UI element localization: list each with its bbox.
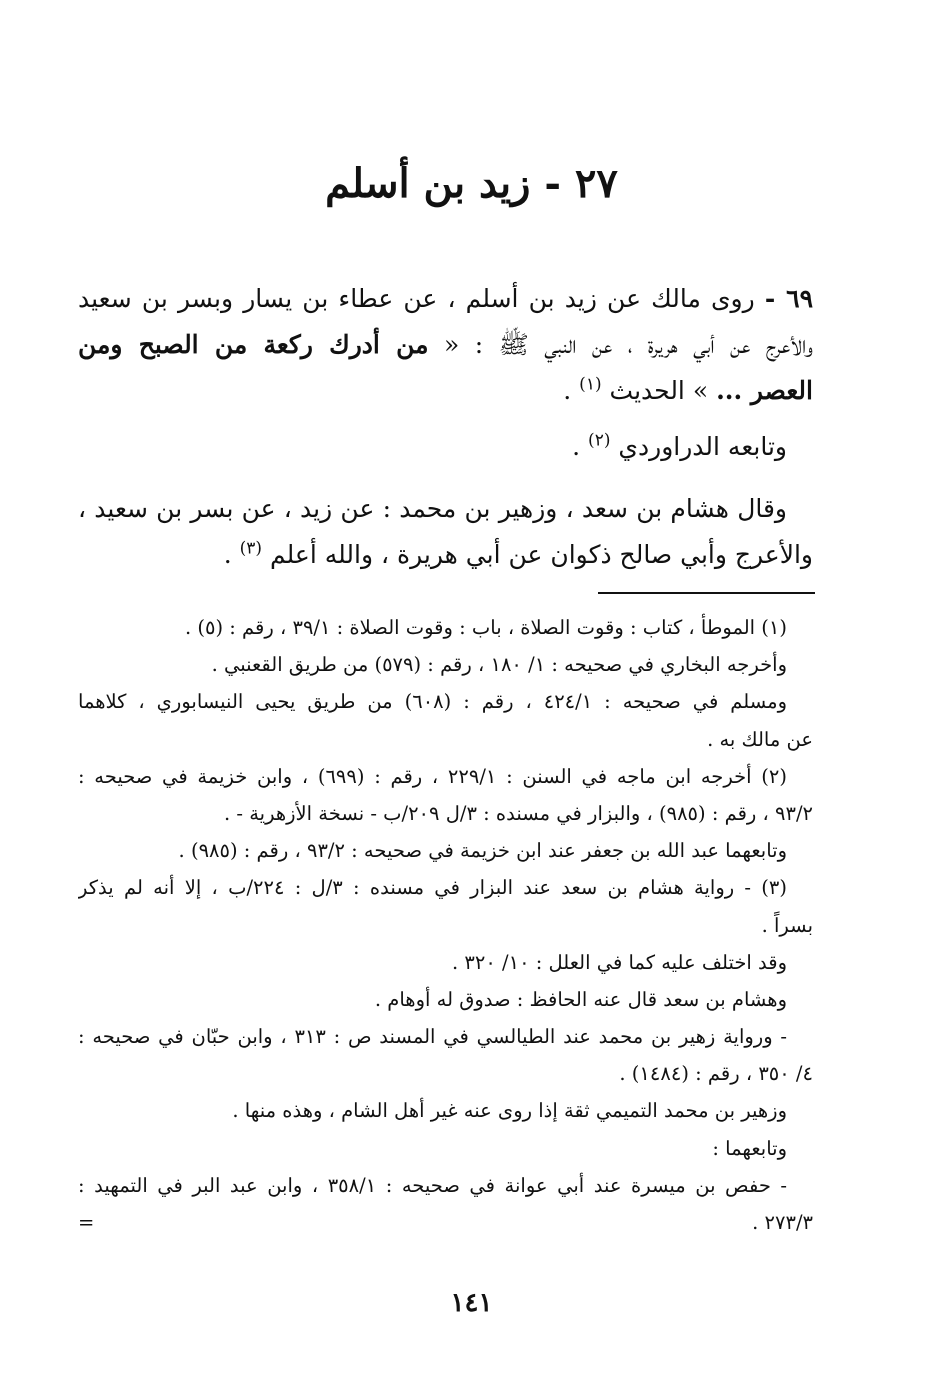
footnote-line: ومسلم في صحيحه : ٤٢٤/١ ، رقم : (٦٠٨) من طريق يحيى النيسابوري ، كلاهما [78,690,788,714]
page-number: ١٤١ [450,1288,493,1318]
footnote-line: (٢) أخرجه ابن ماجه في السنن : ٢٢٩/١ ، رقم : (٦٩٩) ، وابن خزيمة في صحيحه : [78,764,787,788]
para1-line1 [78,276,813,322]
footnote-line: وهشام بن سعد قال عنه الحافظ : صدوق له أوهام . [374,987,787,1011]
para2-end: . [572,432,581,461]
para3-line2 [78,532,813,578]
para3-line1: وقال هشام بن سعد ، وزهير بن محمد : عن زيد ، عن بسر بن سعيد ، [78,494,787,523]
footnote-line: وقد اختلف عليه كما في العلل : ١٠/ ٣٢٠ . [452,950,787,974]
footnote-line: (١) الموطأ ، كتاب : وقوت الصلاة ، باب : وقوت الصلاة : ٣٩/١ ، رقم : (٥) . [184,616,787,639]
footnote-ref-3: (٣) [239,538,263,559]
footnote-line-last [78,1204,813,1241]
para1-line2-plain: والأعرج عن أبي هريرة ، عن النبي ﷺ : « [443,330,813,359]
para2-line1 [78,424,813,470]
footnote-line: وتابعهما : [712,1136,787,1160]
para1-line3-end: . [563,376,572,405]
footnote-line: وأخرجه البخاري في صحيحه : ١/ ١٨٠ ، رقم : (٥٧٩) من طريق القعنبي . [211,653,787,677]
chapter-heading: ٢٧ - زيد بن أسلم [325,160,618,207]
footnote-line: - ورواية زهير بن محمد عند الطيالسي في المسند ص : ٣١٣ ، وابن حبّان في صحيحه : [78,1025,788,1049]
footnote-text: ٢٧٣/٣ . [752,1211,813,1234]
footnote-line: (٣) - رواية هشام بن سعد عند البزار في مسنده : ٣/ل : ٢٢٤/ب ، إلا أنه لم يذكر [78,876,787,900]
para3-line2-text: والأعرج وأبي صالح ذكوان عن أبي هريرة ، والله أعلم [270,540,813,569]
footnote-line: عن مالك به . [707,727,813,751]
footnote-separator [598,592,815,594]
footnote-line: ٩٣/٢ ، رقم : (٩٨٥) ، والبزار في مسنده : ٣/ل ٢٠٩/ب - نسخة الأزهرية - . [224,801,813,825]
footnote-line: ٤/ ٣٥٠ ، رقم : (١٤٨٤) . [619,1062,813,1086]
para1-line2-bold: من أدرك ركعة من الصبح ومن [78,330,429,359]
footnote-ref-1: (١) [579,374,602,395]
para1-line3-bold: العصر ... [716,376,813,405]
para3 [78,486,813,578]
para2 [78,424,813,470]
para2-text: وتابعه الدراوردي [618,432,787,461]
footnote-line: وزهير بن محمد التميمي ثقة إذا روى عنه غير أهل الشام ، وهذه منها . [232,1099,787,1123]
main-text [78,276,813,414]
para1-line3-plain: » الحديث [609,376,709,405]
hadith-number: ٦٩ - [764,284,813,313]
para1-line2 [78,322,813,368]
footnote-ref-2: (٢) [588,430,611,451]
para1-line3 [78,368,813,414]
para1-line1-text: روى مالك عن زيد بن أسلم ، عن عطاء بن يسار وبسر بن سعيد [78,284,755,313]
footnote-line: - حفص بن ميسرة عند أبي عوانة في صحيحه : ٣٥٨/١ ، وابن عبد البر في التمهيد : [78,1173,787,1197]
continuation-mark: = [78,1211,95,1234]
para3-end: . [223,540,232,569]
footnotes [78,609,813,1241]
footnote-line: بسراً . [761,913,813,937]
footnote-line: وتابعهما عبد الله بن جعفر عند ابن خزيمة في صحيحه : ٩٣/٢ ، رقم : (٩٨٥) . [178,839,787,863]
